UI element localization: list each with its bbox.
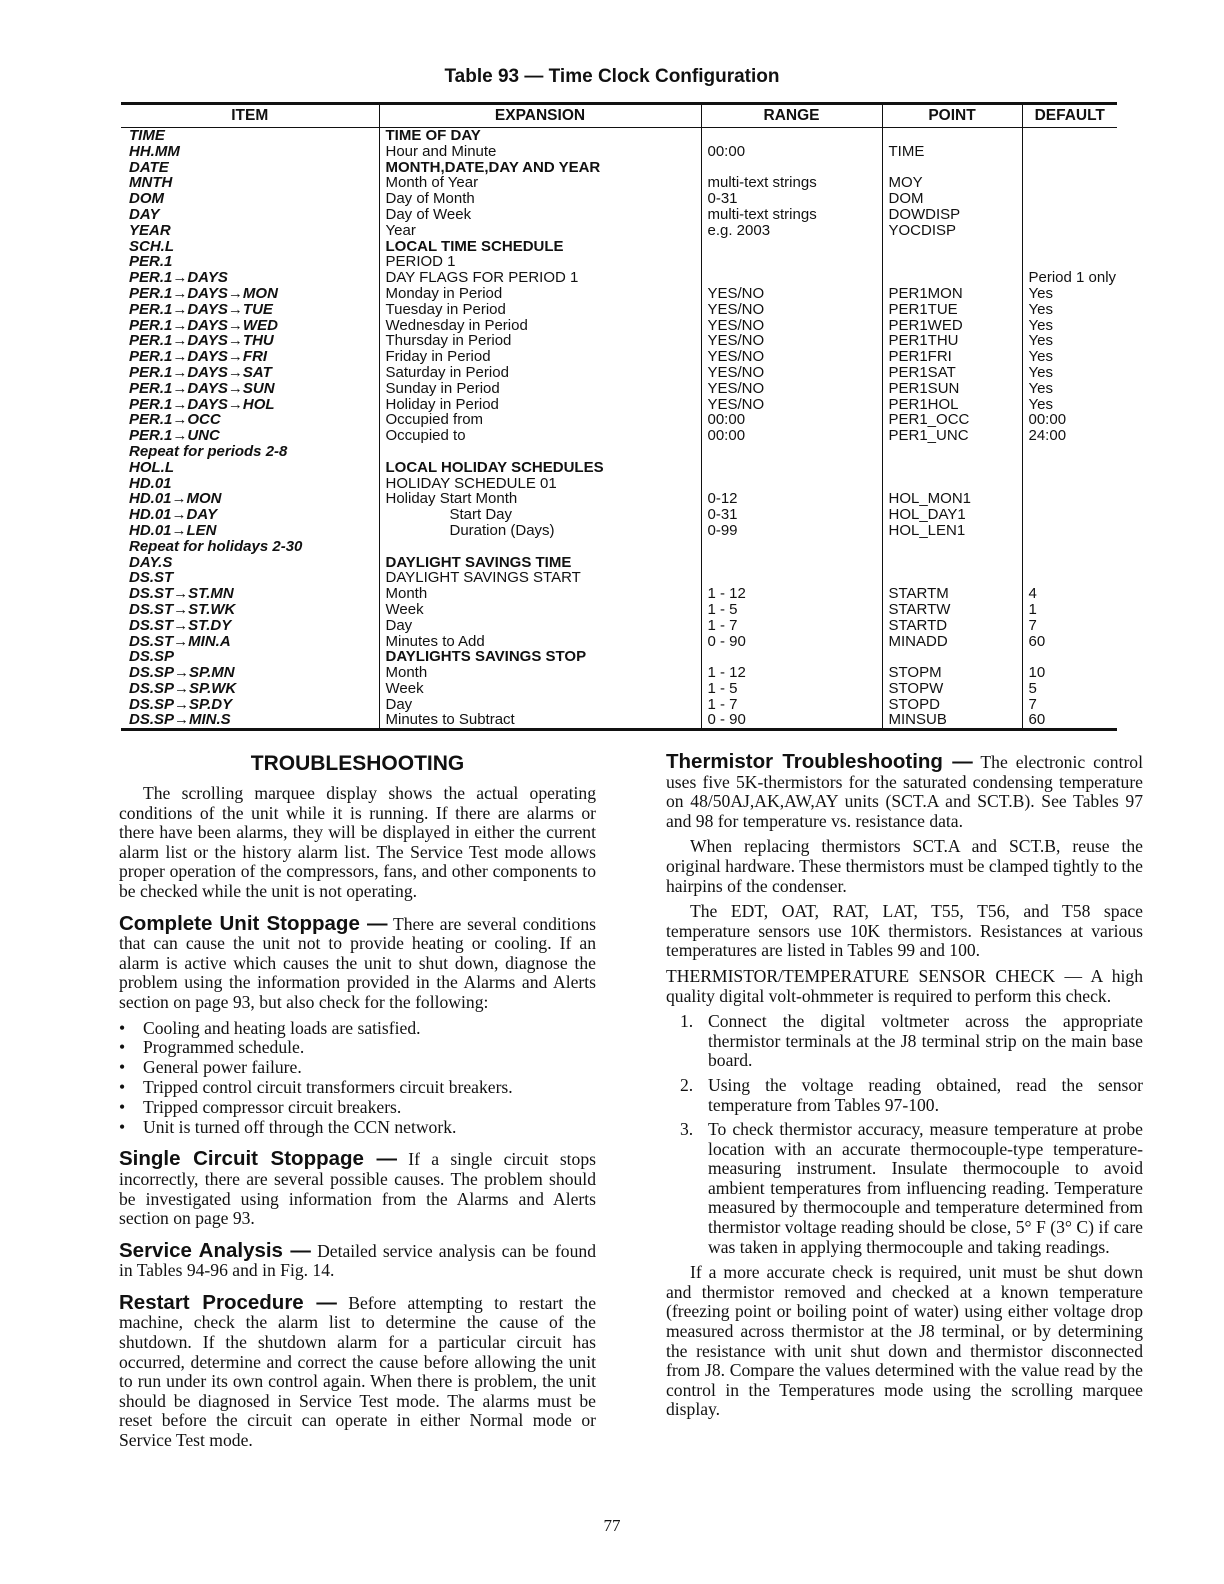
cell-point (882, 460, 1022, 476)
cell-item: DAY (129, 206, 160, 223)
cell-expansion: Minutes to Add (379, 634, 701, 650)
cell-item: PER.1→OCC (129, 412, 221, 429)
header-default: DEFAULT (1022, 104, 1117, 128)
cell-expansion: Week (379, 602, 701, 618)
cell-range: multi-text strings (701, 207, 882, 223)
cell-default (1022, 570, 1117, 586)
cell-item: DS.ST (129, 570, 174, 587)
cell-default: 60 (1022, 634, 1117, 650)
table-row (121, 618, 1117, 634)
cell-range: 0 - 90 (701, 634, 882, 650)
cell-item: DATE (129, 159, 169, 176)
single-circuit-stoppage-paragraph (119, 1149, 596, 1228)
cell-range: multi-text strings (701, 175, 882, 191)
cell-default (1022, 128, 1117, 144)
cell-default (1022, 539, 1117, 555)
complete-unit-stoppage-title: Complete Unit Stoppage — (119, 911, 388, 935)
header-point: POINT (882, 104, 1022, 128)
cell-expansion: Occupied to (379, 428, 701, 444)
cell-range: 1 - 12 (701, 665, 882, 681)
cell-point: HOL_DAY1 (882, 507, 1022, 523)
cell-range: 0-99 (701, 523, 882, 539)
troubleshooting-heading: TROUBLESHOOTING (250, 752, 465, 775)
accurate-check-paragraph: If a more accurate check is required, unit must be shut down and thermistor removed and checked at a known temperature (freezing point or boiling point of water) using either voltage drop measured across thermistor at the J8 terminal, or by determining the resistance with unit shut down and thermistor disconnected from J8. Compare the values determined with the value read by the control in the Temperatures mode using the scrolling marquee display. (666, 1262, 1143, 1420)
service-analysis-title: Service Analysis — (119, 1238, 311, 1262)
cell-range: e.g. 2003 (701, 223, 882, 239)
list-item: 1. Connect the digital voltmeter across the appropriate thermistor terminals at the J8 terminal strip on the main base board. (680, 1011, 1143, 1071)
cell-item: DS.SP→SP.WK (129, 680, 237, 697)
cell-expansion: DAYLIGHT SAVINGS START (379, 570, 701, 586)
cell-range: 1 - 5 (701, 602, 882, 618)
cell-point: TIME (882, 144, 1022, 160)
sensor-check-heading: THERMISTOR/TEMPERATURE SENSOR CHECK — A high quality digital volt-ohmmeter is required to perform this check. (666, 965, 1143, 1006)
table-row (121, 191, 1117, 207)
cell-default (1022, 649, 1117, 665)
cell-item: DS.SP (129, 649, 175, 666)
cell-expansion: Sunday in Period (379, 381, 701, 397)
thermistor-troubleshooting-text: The electronic control uses five 5K-thermistors for the saturated condensing temperature on 48/50AJ,AK,AW,AY units (SCT.A and SCT.B). See Tables 97 and 98 for temperature vs. resistance data. (666, 752, 1143, 831)
cell-point: DOWDISP (882, 207, 1022, 223)
cell-default: Period 1 only (1022, 270, 1117, 286)
cell-point: PER1THU (882, 333, 1022, 349)
table-row (121, 365, 1117, 381)
table-row (121, 523, 1117, 539)
cell-expansion: Minutes to Subtract (379, 712, 701, 729)
cell-default: Yes (1022, 318, 1117, 334)
cell-default (1022, 207, 1117, 223)
header-range: RANGE (701, 104, 882, 128)
cell-point (882, 539, 1022, 555)
table-row (121, 476, 1117, 492)
table-row (121, 381, 1117, 397)
cell-point (882, 476, 1022, 492)
cell-point: STARTM (882, 586, 1022, 602)
service-analysis-paragraph (119, 1238, 596, 1281)
cell-default: 00:00 (1022, 412, 1117, 428)
cell-expansion: MONTH,DATE,DAY AND YEAR (379, 160, 701, 176)
stoppage-checklist (119, 1019, 596, 1138)
cell-item: PER.1→DAYS→SAT (129, 364, 272, 381)
cell-default (1022, 254, 1117, 270)
table-row (121, 428, 1117, 444)
cell-range: 00:00 (701, 412, 882, 428)
cell-item: HD.01→LEN (129, 522, 217, 539)
table-row (121, 302, 1117, 318)
cell-point: MINSUB (882, 712, 1022, 729)
cell-item: DS.SP→SP.DY (129, 696, 233, 713)
cell-range: 0-31 (701, 191, 882, 207)
cell-expansion: Saturday in Period (379, 365, 701, 381)
cell-expansion: Thursday in Period (379, 333, 701, 349)
cell-item: PER.1→DAYS→TUE (129, 301, 273, 318)
cell-range: 00:00 (701, 144, 882, 160)
cell-expansion: Monday in Period (379, 286, 701, 302)
table-row (121, 555, 1117, 571)
cell-item: SCH.L (129, 238, 174, 255)
left-column (119, 752, 596, 1457)
cell-range (701, 270, 882, 286)
list-item: • Tripped control circuit transformers circuit breakers. (119, 1078, 596, 1098)
table-row (121, 270, 1117, 286)
cell-item: PER.1→UNC (129, 428, 220, 444)
cell-default: Yes (1022, 349, 1117, 365)
table-row (121, 491, 1117, 507)
thermistor-troubleshooting-title: Thermistor Troubleshooting — (666, 750, 973, 773)
list-item: • Tripped compressor circuit breakers. (119, 1098, 596, 1118)
cell-expansion: LOCAL HOLIDAY SCHEDULES (379, 460, 701, 476)
cell-default: Yes (1022, 365, 1117, 381)
cell-expansion: Wednesday in Period (379, 318, 701, 334)
cell-expansion: Day (379, 618, 701, 634)
cell-range: YES/NO (701, 318, 882, 334)
cell-point (882, 444, 1022, 460)
table-row (121, 697, 1117, 713)
cell-default: Yes (1022, 333, 1117, 349)
cell-range: 1 - 5 (701, 681, 882, 697)
cell-item: PER.1→DAYS→THU (129, 333, 274, 350)
cell-point (882, 239, 1022, 255)
cell-range (701, 160, 882, 176)
cell-default: Yes (1022, 381, 1117, 397)
table-row (121, 175, 1117, 191)
complete-unit-stoppage-text: There are several conditions that can cause the unit not to provide heating or cooling. If an alarm is active which causes the unit to shut down, diagnose the problem using the information provided in the Alarms and Alerts section on page 93, but also check for the following: (119, 913, 596, 1012)
cell-point: MOY (882, 175, 1022, 191)
cell-expansion: TIME OF DAY (379, 128, 701, 144)
cell-range: 0-31 (701, 507, 882, 523)
cell-point: PER1FRI (882, 349, 1022, 365)
cell-default: 1 (1022, 602, 1117, 618)
table-row (121, 239, 1117, 255)
cell-default: Yes (1022, 286, 1117, 302)
cell-default: 7 (1022, 618, 1117, 634)
time-clock-config-table (121, 102, 1117, 731)
cell-item: PER.1→DAYS (129, 270, 228, 286)
cell-point (882, 254, 1022, 270)
table-row (121, 634, 1117, 650)
cell-range: 1 - 7 (701, 697, 882, 713)
cell-expansion: Month of Year (379, 175, 701, 191)
cell-point: MINADD (882, 634, 1022, 650)
list-item: • Programmed schedule. (119, 1038, 596, 1058)
table-row (121, 539, 1117, 555)
cell-range (701, 649, 882, 665)
cell-expansion: PERIOD 1 (379, 254, 701, 270)
cell-default: Yes (1022, 397, 1117, 413)
cell-range (701, 539, 882, 555)
cell-expansion (379, 444, 701, 460)
cell-default: 10 (1022, 665, 1117, 681)
table-row (121, 712, 1117, 729)
cell-expansion: Tuesday in Period (379, 302, 701, 318)
cell-item: HOL.L (129, 459, 174, 476)
cell-default (1022, 476, 1117, 492)
table-title: Table 93 — Time Clock Configuration (444, 66, 780, 87)
table-row (121, 333, 1117, 349)
header-expansion: EXPANSION (379, 104, 701, 128)
cell-item: DOM (129, 191, 164, 207)
table-row (121, 586, 1117, 602)
cell-point: PER1WED (882, 318, 1022, 334)
table-row (121, 412, 1117, 428)
list-item: 3. To check thermistor accuracy, measure temperature at probe location with an accurate thermocouple-type temperature-measuring instrument. Insulate thermocouple to avoid ambient temperatures from influencing reading. Temperature measured by thermocouple and temperature determined from thermistor voltage reading should be close, 5° F (3° C) if care was taken in applying thermocouple and taking readings. (680, 1119, 1143, 1257)
table-row (121, 570, 1117, 586)
table-row (121, 160, 1117, 176)
table-row (121, 254, 1117, 270)
cell-point: YOCDISP (882, 223, 1022, 239)
cell-point (882, 555, 1022, 571)
cell-range (701, 254, 882, 270)
cell-item: PER.1→DAYS→FRI (129, 349, 268, 365)
cell-default (1022, 239, 1117, 255)
cell-default (1022, 223, 1117, 239)
cell-range: YES/NO (701, 302, 882, 318)
cell-expansion: DAY FLAGS FOR PERIOD 1 (379, 270, 701, 286)
cell-range (701, 444, 882, 460)
cell-point: PER1TUE (882, 302, 1022, 318)
sensor-check-steps (666, 1012, 1143, 1257)
cell-item: DS.ST→ST.MN (129, 586, 234, 602)
table-row (121, 286, 1117, 302)
cell-point: STOPM (882, 665, 1022, 681)
cell-item: YEAR (129, 222, 171, 239)
cell-range: YES/NO (701, 365, 882, 381)
page-number: 77 (603, 1516, 621, 1535)
list-item: • Cooling and heating loads are satisfied. (119, 1019, 596, 1039)
cell-expansion: HOLIDAY SCHEDULE 01 (379, 476, 701, 492)
cell-item: PER.1→DAYS→HOL (129, 396, 275, 413)
cell-expansion: Week (379, 681, 701, 697)
cell-range (701, 239, 882, 255)
cell-item: HD.01→MON (129, 491, 222, 508)
cell-default: 7 (1022, 697, 1117, 713)
table-row (121, 349, 1117, 365)
cell-item: HD.01 (129, 475, 172, 492)
cell-point: HOL_MON1 (882, 491, 1022, 507)
cell-point: STARTD (882, 618, 1022, 634)
cell-point (882, 649, 1022, 665)
cell-range: YES/NO (701, 286, 882, 302)
cell-point (882, 570, 1022, 586)
cell-expansion: Year (379, 223, 701, 239)
cell-expansion: Day of Month (379, 191, 701, 207)
single-circuit-stoppage-text: If a single circuit stops incorrectly, there are several possible causes. The problem should be investigated using information from the Alarms and Alerts section on page 93. (119, 1149, 596, 1229)
cell-item: PER.1→DAYS→WED (129, 317, 278, 334)
cell-expansion: DAYLIGHTS SAVINGS STOP (379, 649, 701, 665)
cell-expansion: Hour and Minute (379, 144, 701, 160)
cell-item: HD.01→DAY (129, 507, 218, 523)
cell-default (1022, 144, 1117, 160)
cell-range (701, 460, 882, 476)
cell-default (1022, 555, 1117, 571)
cell-default: 60 (1022, 712, 1117, 729)
table-row (121, 318, 1117, 334)
table-row (121, 665, 1117, 681)
cell-default (1022, 491, 1117, 507)
thermistor-troubleshooting-paragraph (666, 752, 1143, 831)
cell-expansion: Month (379, 586, 701, 602)
restart-procedure-text: Before attempting to restart the machine, check the alarm list to determine the cause of the shutdown. If the shutdown alarm for a particular circuit has occurred, determine and correct the cause before allowing the unit to run under its own control again. When there is problem, the unit should be diagnosed in Service Test mode. The alarms must be reset before the circuit can operate in either Normal mode or Service Test mode. (119, 1292, 596, 1451)
service-analysis-text: Detailed service analysis can be found in Tables 94-96 and in Fig. 14. (119, 1240, 596, 1281)
cell-expansion: Holiday in Period (379, 397, 701, 413)
table-row (121, 128, 1117, 144)
cell-range: YES/NO (701, 397, 882, 413)
cell-expansion: Friday in Period (379, 349, 701, 365)
cell-expansion: Day (379, 697, 701, 713)
cell-item: DS.ST→ST.DY (129, 617, 232, 634)
table-row (121, 649, 1117, 665)
table-row (121, 681, 1117, 697)
cell-range: 0 - 90 (701, 712, 882, 729)
cell-range (701, 476, 882, 492)
table-body (121, 128, 1117, 730)
cell-item: DAY.S (129, 554, 173, 571)
cell-point: STOPD (882, 697, 1022, 713)
complete-unit-stoppage-paragraph (119, 911, 596, 1013)
cell-default (1022, 460, 1117, 476)
header-item: ITEM (121, 104, 379, 128)
cell-item: HH.MM (129, 143, 180, 160)
cell-point (882, 270, 1022, 286)
table-row (121, 144, 1117, 160)
cell-default (1022, 507, 1117, 523)
cell-range (701, 570, 882, 586)
cell-point: DOM (882, 191, 1022, 207)
table-row (121, 602, 1117, 618)
cell-point: PER1_UNC (882, 428, 1022, 444)
cell-item: PER.1→DAYS→SUN (129, 380, 275, 397)
cell-default (1022, 523, 1117, 539)
table-row (121, 397, 1117, 413)
cell-expansion (379, 539, 701, 555)
cell-point: PER1_OCC (882, 412, 1022, 428)
cell-range: 1 - 12 (701, 586, 882, 602)
replacing-thermistors-paragraph: When replacing thermistors SCT.A and SCT.B, reuse the original hardware. These thermistors must be clamped tightly to the hairpins of the condenser. (666, 836, 1143, 896)
cell-expansion: Duration (Days) (379, 523, 701, 539)
cell-range (701, 128, 882, 144)
cell-item: Repeat for holidays 2-30 (129, 538, 303, 555)
cell-default: Yes (1022, 302, 1117, 318)
cell-expansion: Start Day (379, 507, 701, 523)
cell-item: DS.ST→ST.WK (129, 601, 236, 618)
cell-item: DS.SP→SP.MN (129, 665, 235, 681)
restart-procedure-paragraph (119, 1290, 596, 1451)
table-row (121, 460, 1117, 476)
table-row (121, 207, 1117, 223)
cell-expansion: Occupied from (379, 412, 701, 428)
list-item: • Unit is turned off through the CCN network. (119, 1118, 596, 1138)
cell-range: YES/NO (701, 349, 882, 365)
cell-default (1022, 160, 1117, 176)
troubleshooting-intro: The scrolling marquee display shows the actual operating conditions of the unit while it is running. If there are alarms or there have been alarms, they will be displayed in either the current alarm list or the history alarm list. The Service Test mode allows proper operation of the compressors, fans, and other components to be checked while the unit is not operating. (119, 783, 596, 901)
cell-item: PER.1 (129, 254, 173, 271)
cell-item: MNTH (129, 175, 173, 192)
cell-range: 00:00 (701, 428, 882, 444)
cell-item: DS.SP→MIN.S (121, 712, 379, 729)
cell-expansion: LOCAL TIME SCHEDULE (379, 239, 701, 255)
cell-default: 24:00 (1022, 428, 1117, 444)
cell-default (1022, 191, 1117, 207)
cell-point: HOL_LEN1 (882, 523, 1022, 539)
list-item: 2. Using the voltage reading obtained, read the sensor temperature from Tables 97-100. (680, 1074, 1143, 1115)
cell-item: DS.ST→MIN.A (129, 633, 231, 650)
cell-point: PER1SUN (882, 381, 1022, 397)
cell-default: 4 (1022, 586, 1117, 602)
cell-default: 5 (1022, 681, 1117, 697)
space-sensors-paragraph: The EDT, OAT, RAT, LAT, T55, T56, and T58 space temperature sensors use 10K thermistors. Resistances at various temperatures are listed in Tables 99 and 100. (666, 901, 1143, 961)
cell-expansion: DAYLIGHT SAVINGS TIME (379, 555, 701, 571)
cell-point: PER1MON (882, 286, 1022, 302)
list-item: • General power failure. (119, 1058, 596, 1078)
table-row (121, 444, 1117, 460)
cell-point: STARTW (882, 602, 1022, 618)
table-row (121, 507, 1117, 523)
right-column (666, 752, 1143, 1426)
restart-procedure-title: Restart Procedure — (119, 1290, 337, 1314)
cell-default (1022, 175, 1117, 191)
cell-range: 1 - 7 (701, 618, 882, 634)
single-circuit-stoppage-title: Single Circuit Stoppage — (119, 1147, 398, 1171)
cell-range: YES/NO (701, 381, 882, 397)
cell-point: PER1HOL (882, 397, 1022, 413)
cell-item: PER.1→DAYS→MON (129, 285, 278, 302)
cell-expansion: Holiday Start Month (379, 491, 701, 507)
cell-item: Repeat for periods 2-8 (129, 443, 288, 460)
cell-point (882, 160, 1022, 176)
table-header-row (121, 104, 1117, 128)
cell-expansion: Day of Week (379, 207, 701, 223)
cell-range: YES/NO (701, 333, 882, 349)
cell-item: TIME (129, 127, 165, 144)
table-row (121, 223, 1117, 239)
cell-expansion: Month (379, 665, 701, 681)
cell-default (1022, 444, 1117, 460)
cell-point: PER1SAT (882, 365, 1022, 381)
cell-point (882, 128, 1022, 144)
cell-range (701, 555, 882, 571)
cell-range: 0-12 (701, 491, 882, 507)
cell-point: STOPW (882, 681, 1022, 697)
